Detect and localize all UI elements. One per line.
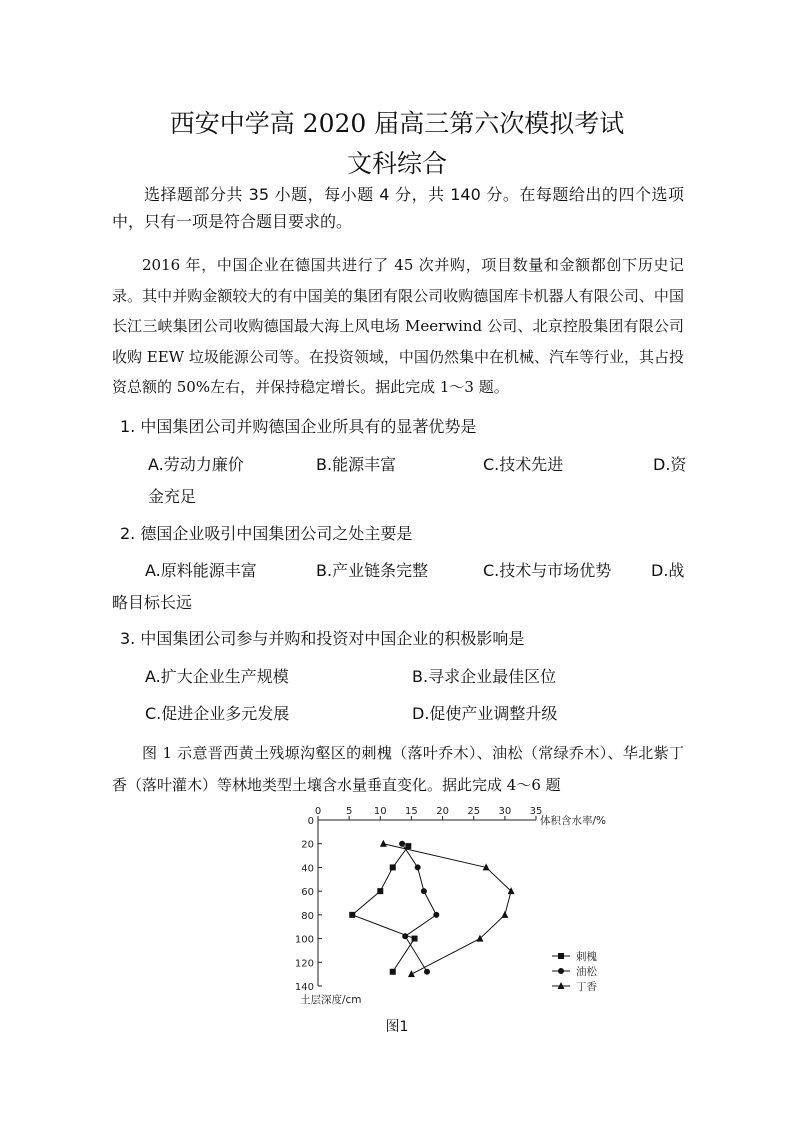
section-instructions: 选择题部分共 35 小题，每小题 4 分，共 140 分。在每题给出的四个选项中，只有一项是符合题目要求的。 bbox=[112, 185, 684, 231]
y-tick-label: 80 bbox=[301, 910, 314, 922]
question-2-option-b[interactable]: B.产业链条完整 bbox=[316, 561, 429, 580]
data-point-triangle bbox=[501, 911, 508, 918]
series-line-2 bbox=[402, 844, 436, 972]
question-1-option-a[interactable]: A.劳动力廉价 bbox=[148, 455, 244, 474]
question-1-option-d-wrap: 金充足 bbox=[148, 487, 197, 506]
x-tick-label: 0 bbox=[314, 806, 322, 817]
legend-label: 刺槐 bbox=[576, 951, 597, 963]
legend-marker-circle bbox=[558, 968, 564, 974]
question-2-option-d[interactable]: D.战 bbox=[651, 561, 685, 580]
exam-subtitle: 文科综合 bbox=[346, 149, 447, 178]
question-2-stem: 2. 德国企业吸引中国集团公司之处主要是 bbox=[120, 524, 413, 543]
data-point-circle bbox=[415, 864, 421, 870]
x-tick-label: 25 bbox=[467, 806, 481, 817]
question-1-stem: 1. 中国集团公司并购德国企业所具有的显著优势是 bbox=[120, 417, 477, 436]
data-point-square bbox=[349, 912, 355, 918]
data-point-circle bbox=[399, 841, 405, 847]
legend-label: 油松 bbox=[576, 966, 597, 978]
data-point-square bbox=[412, 936, 418, 942]
data-point-square bbox=[377, 888, 383, 894]
question-3-option-c[interactable]: C.促进企业多元发展 bbox=[145, 704, 290, 723]
question-3-option-b[interactable]: B.寻求企业最佳区位 bbox=[412, 667, 557, 686]
data-point-square bbox=[405, 843, 411, 849]
question-3-option-a[interactable]: A.扩大企业生产规模 bbox=[145, 667, 289, 686]
context-passage-2: 图 1 示意晋西黄土残塬沟壑区的刺槐（落叶乔木）、油松（常绿乔木）、华北紫丁香（落叶灌木）等林地类型土壤含水量垂直变化。据此完成 4～6 题 bbox=[112, 744, 684, 794]
data-point-square bbox=[390, 864, 396, 870]
question-2-option-c[interactable]: C.技术与市场优势 bbox=[483, 561, 612, 580]
x-tick-label: 15 bbox=[405, 806, 418, 817]
question-2-option-d-wrap: 略目标长远 bbox=[112, 593, 193, 612]
question-1-option-c[interactable]: C.技术先进 bbox=[483, 455, 564, 474]
data-point-circle bbox=[421, 888, 427, 894]
question-3-stem: 3. 中国集团公司参与并购和投资对中国企业的积极影响是 bbox=[120, 629, 525, 648]
y-tick-label: 140 bbox=[294, 982, 314, 993]
question-2-option-a[interactable]: A.原料能源丰富 bbox=[145, 561, 257, 580]
legend-marker-square bbox=[558, 953, 564, 959]
data-point-circle bbox=[433, 912, 439, 918]
data-point-triangle bbox=[380, 840, 387, 847]
series-line-3 bbox=[383, 844, 511, 974]
y-tick-label: 100 bbox=[294, 934, 314, 946]
question-1-option-d[interactable]: D.资 bbox=[653, 455, 687, 474]
y-tick-label: 0 bbox=[307, 816, 314, 827]
y-tick-label: 60 bbox=[301, 887, 314, 899]
soil-moisture-chart bbox=[290, 804, 650, 1008]
legend-label: 丁香 bbox=[576, 981, 597, 993]
x-tick-label: 35 bbox=[529, 806, 543, 817]
data-point-circle bbox=[424, 969, 430, 975]
y-tick-label: 20 bbox=[301, 839, 314, 851]
data-point-circle bbox=[402, 933, 408, 939]
series-line-1 bbox=[352, 846, 414, 972]
data-point-triangle bbox=[408, 970, 415, 977]
question-3-option-d[interactable]: D.促使产业调整升级 bbox=[412, 704, 558, 723]
exam-title: 西安中学高 2020 届高三第六次模拟考试 bbox=[169, 109, 625, 138]
x-tick-label: 30 bbox=[498, 806, 512, 817]
x-axis-label: 体积含水率/% bbox=[540, 815, 607, 827]
question-1-option-b[interactable]: B.能源丰富 bbox=[316, 455, 397, 474]
figure-caption: 图1 bbox=[385, 1019, 409, 1035]
y-axis-label: 土层深度/cm bbox=[300, 994, 362, 1006]
y-tick-label: 40 bbox=[301, 863, 314, 875]
context-passage-1: 2016 年，中国企业在德国共进行了 45 次并购，项目数量和金额都创下历史记录。其中并购金额较大的有中国美的集团有限公司收购德国库卡机器人有限公司、中国长江三峡集团公司收购德国最大海上风电场 Meerwind 公司、北京控股集团有限公司收购 EEW 垃圾能源公司等。在投资领域，中国仍然集中在机械、汽车等行业，其占投资总额的 50%左右，并保持稳定增长。据此完成 1～3 题。 bbox=[112, 256, 684, 396]
y-tick-label: 120 bbox=[294, 958, 314, 970]
x-tick-label: 5 bbox=[345, 806, 353, 817]
x-tick-label: 10 bbox=[373, 806, 387, 817]
data-point-square bbox=[390, 969, 396, 975]
x-tick-label: 20 bbox=[436, 806, 449, 817]
